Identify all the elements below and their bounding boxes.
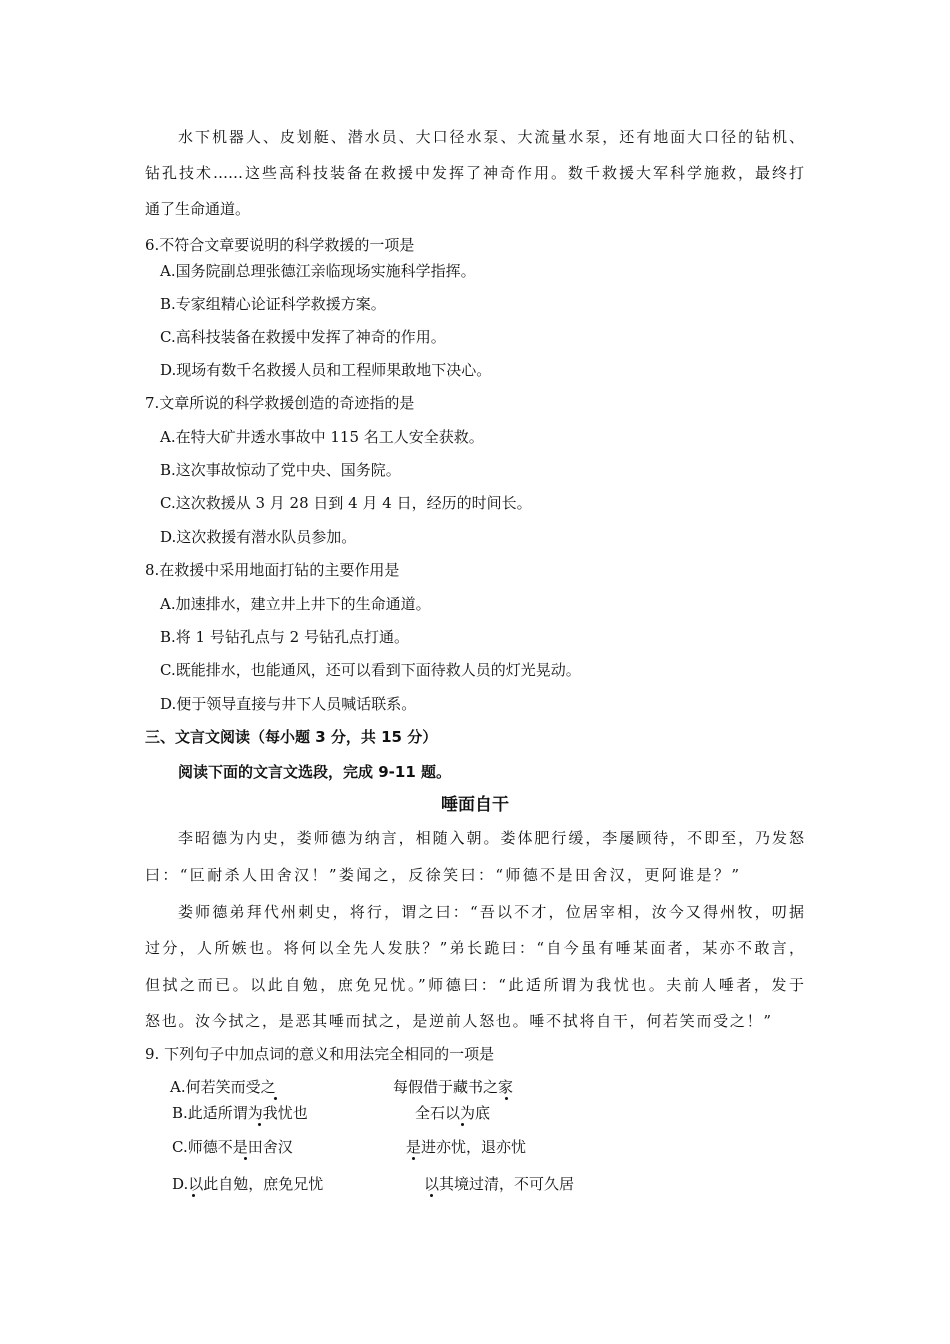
answer-option-right: 是进亦忧，退亦忧 bbox=[406, 1138, 527, 1156]
classical-line: 但拭之而已。以此自勉，庶免兄忧。”师德曰：“此适所谓为我忧也。夫前人唾者，发于 bbox=[145, 976, 804, 994]
emphasis-dot bbox=[192, 1194, 195, 1197]
passage-line: 钻孔技术……这些高科技装备在救援中发挥了神奇作用。数千救援大军科学施救，最终打 bbox=[145, 164, 804, 182]
classical-line: 娄师德弟拜代州刺史，将行，谓之曰：“吾以不才，位居宰相，汝今又得州牧，叨据 bbox=[178, 903, 804, 921]
emphasis-dot bbox=[430, 1194, 433, 1197]
answer-option-right: 每假借于藏书之家 bbox=[393, 1078, 514, 1096]
answer-option: D.这次救援有潜水队员参加。 bbox=[160, 528, 357, 546]
classical-line: 李昭德为内史，娄师德为纳言，相随入朝。娄体肥行缓，李屡顾待，不即至，乃发怒 bbox=[178, 829, 804, 847]
emphasis-dot bbox=[258, 1123, 261, 1126]
answer-option: A.国务院副总理张德江亲临现场实施科学指挥。 bbox=[160, 262, 476, 280]
answer-option-left: D.以此自勉，庶免兄忧 bbox=[172, 1175, 324, 1193]
question-stem: 8.在救援中采用地面打钻的主要作用是 bbox=[145, 561, 400, 579]
answer-option: C.既能排水，也能通风，还可以看到下面待救人员的灯光晃动。 bbox=[160, 661, 581, 679]
answer-option-right: 以其境过清，不可久居 bbox=[424, 1175, 575, 1193]
emphasis-dot bbox=[505, 1097, 508, 1100]
passage-line: 通了生命通道。 bbox=[145, 200, 251, 218]
emphasis-dot bbox=[244, 1157, 247, 1160]
answer-option: D.现场有数千名救援人员和工程师果敢地下决心。 bbox=[160, 361, 492, 379]
answer-option-left: B.此适所谓为我忧也 bbox=[172, 1104, 308, 1122]
answer-option: A.在特大矿井透水事故中 115 名工人安全获救。 bbox=[160, 428, 484, 446]
answer-option-left: A.何若笑而受之 bbox=[170, 1078, 276, 1096]
question-stem: 6.不符合文章要说明的科学救援的一项是 bbox=[145, 236, 415, 254]
answer-option-left: C.师德不是田舍汉 bbox=[172, 1138, 293, 1156]
answer-option: C.这次救援从 3 月 28 日到 4 月 4 日，经历的时间长。 bbox=[160, 494, 532, 512]
section-heading: 三、文言文阅读（每小题 3 分，共 15 分） bbox=[145, 728, 438, 746]
emphasis-dot bbox=[461, 1123, 464, 1126]
answer-option-right: 全石以为底 bbox=[415, 1104, 491, 1122]
question-stem: 9. 下列句子中加点词的意义和用法完全相同的一项是 bbox=[145, 1045, 495, 1063]
classical-line: 过分，人所嫉也。将何以全先人发肤？”弟长跪曰：“自今虽有唾某面者，某亦不敢言， bbox=[145, 939, 804, 957]
answer-option: C.高科技装备在救援中发挥了神奇的作用。 bbox=[160, 328, 446, 346]
question-stem: 7.文章所说的科学救援创造的奇迹指的是 bbox=[145, 394, 415, 412]
answer-option: B.这次事故惊动了党中央、国务院。 bbox=[160, 461, 401, 479]
section-instruction: 阅读下面的文言文选段，完成 9-11 题。 bbox=[178, 763, 451, 781]
emphasis-dot bbox=[412, 1157, 415, 1160]
passage-line: 水下机器人、皮划艇、潜水员、大口径水泵、大流量水泵，还有地面大口径的钻机、 bbox=[178, 128, 804, 146]
answer-option: A.加速排水，建立井上井下的生命通道。 bbox=[160, 595, 431, 613]
answer-option: B.专家组精心论证科学救援方案。 bbox=[160, 295, 386, 313]
answer-option: B.将 1 号钻孔点与 2 号钻孔点打通。 bbox=[160, 628, 409, 646]
passage-title: 唾面自干 bbox=[441, 795, 509, 815]
classical-line: 曰：“叵耐杀人田舍汉！”娄闻之，反徐笑曰：“师德不是田舍汉，更阿谁是？” bbox=[145, 866, 739, 884]
classical-line: 怒也。汝今拭之，是恶其唾而拭之，是逆前人怒也。唾不拭将自干，何若笑而受之！” bbox=[145, 1012, 771, 1030]
answer-option: D.便于领导直接与井下人员喊话联系。 bbox=[160, 695, 417, 713]
emphasis-dot bbox=[274, 1097, 277, 1100]
